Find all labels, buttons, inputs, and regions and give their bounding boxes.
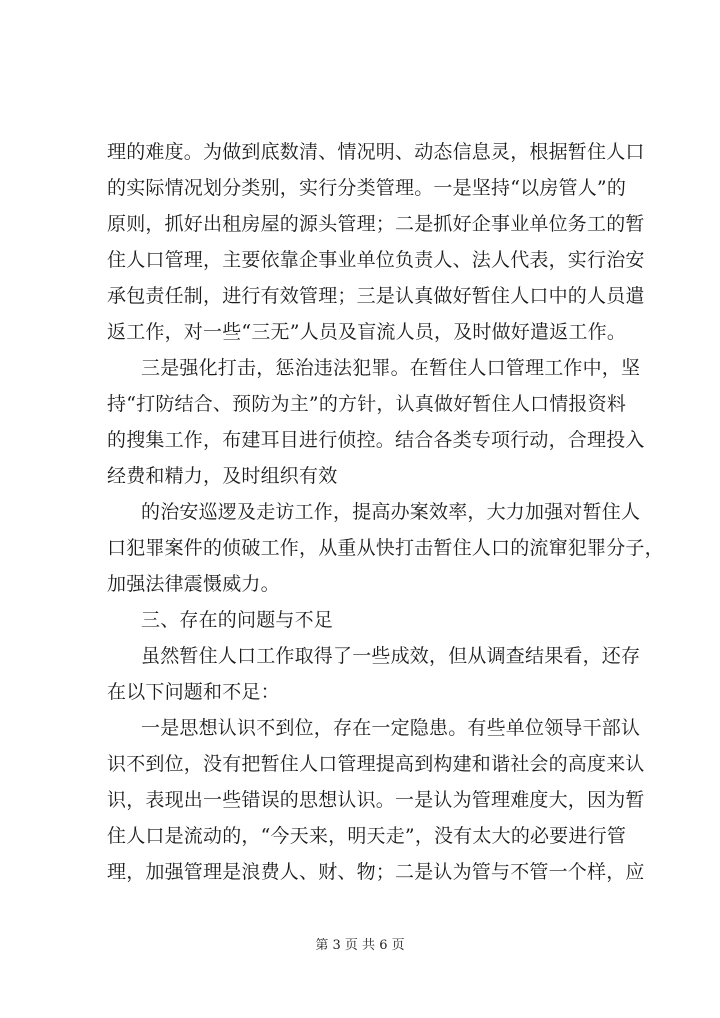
text-line: 理的难度。为做到底数清、情况明、动态信息灵，根据暂住人口 xyxy=(107,141,645,163)
text-line: 承包责任制，进行有效管理；三是认真做好暂住人口中的人员遣 xyxy=(107,285,645,307)
text-line: 的实际情况划分类别，实行分类管理。一是坚持“以房管人”的 xyxy=(107,177,627,199)
text-line: 的治安巡逻及走访工作，提高办案效率，大力加强对暂住人 xyxy=(141,501,641,523)
text-line: 的搜集工作，布建耳目进行侦控。结合各类专项行动，合理投入 xyxy=(107,429,645,451)
section-heading: 三、存在的问题与不足 xyxy=(141,609,334,631)
page-number-footer: 第 3 页 共 6 页 xyxy=(315,938,405,953)
text-line: 在以下问题和不足： xyxy=(107,681,280,703)
text-line: 口犯罪案件的侦破工作，从重从快打击暂住人口的流窜犯罪分子， xyxy=(107,537,664,559)
text-line: 住人口是流动的，“今天来，明天走”，没有太大的必要进行管 xyxy=(107,825,627,847)
text-line: 返工作，对一些“三无”人员及盲流人员，及时做好遣返工作。 xyxy=(107,321,627,343)
text-line: 加强法律震慑威力。 xyxy=(107,573,280,595)
text-line: 三是强化打击，惩治违法犯罪。在暂住人口管理工作中，坚 xyxy=(141,357,641,379)
text-line: 虽然暂住人口工作取得了一些成效，但从调查结果看，还存 xyxy=(141,645,641,667)
text-line: 原则，抓好出租房屋的源头管理；二是抓好企事业单位务工的暂 xyxy=(107,213,645,235)
text-line: 住人口管理，主要依靠企事业单位负责人、法人代表，实行治安 xyxy=(107,249,645,271)
text-line: 经费和精力，及时组织有效 xyxy=(107,465,338,487)
text-line: 识，表现出一些错误的思想认识。一是认为管理难度大，因为暂 xyxy=(107,789,645,811)
text-line: 理，加强管理是浪费人、财、物；二是认为管与不管一个样，应 xyxy=(107,861,645,883)
text-line: 一是思想认识不到位，存在一定隐患。有些单位领导干部认 xyxy=(141,717,641,739)
text-line: 识不到位，没有把暂住人口管理提高到构建和谐社会的高度来认 xyxy=(107,753,645,775)
text-line: 持“打防结合、预防为主”的方针，认真做好暂住人口情报资料 xyxy=(107,393,627,415)
